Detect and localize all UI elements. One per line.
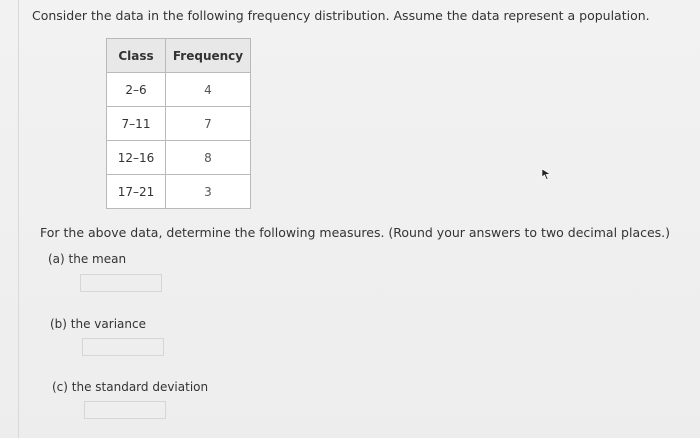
table-row (107, 141, 251, 175)
class-cell: 7–11 (107, 107, 166, 141)
mouse-pointer-icon (541, 168, 551, 180)
table-row (107, 107, 251, 141)
variance-answer-input[interactable] (82, 338, 164, 356)
part-c-label: (c) the standard deviation (52, 380, 209, 394)
header-frequency: Frequency (166, 39, 251, 73)
frequency-cell: 4 (166, 73, 251, 107)
class-cell: 17–21 (107, 175, 166, 209)
frequency-cell: 8 (166, 141, 251, 175)
part-a-label: (a) the mean (48, 252, 127, 266)
frequency-table (106, 38, 251, 209)
class-cell: 12–16 (107, 141, 166, 175)
mean-answer-input[interactable] (80, 274, 162, 292)
frequency-cell: 7 (166, 107, 251, 141)
header-class: Class (107, 39, 166, 73)
left-divider (18, 0, 19, 438)
frequency-cell: 3 (166, 175, 251, 209)
table-header-row (107, 39, 251, 73)
table-row (107, 175, 251, 209)
table-row (107, 73, 251, 107)
question-intro: Consider the data in the following frequency distribution. Assume the data represent a population. (32, 8, 650, 23)
class-cell: 2–6 (107, 73, 166, 107)
part-b-label: (b) the variance (50, 317, 146, 331)
std-dev-answer-input[interactable] (84, 401, 166, 419)
instructions-prompt: For the above data, determine the following measures. (Round your answers to two decimal places.) (40, 225, 671, 240)
